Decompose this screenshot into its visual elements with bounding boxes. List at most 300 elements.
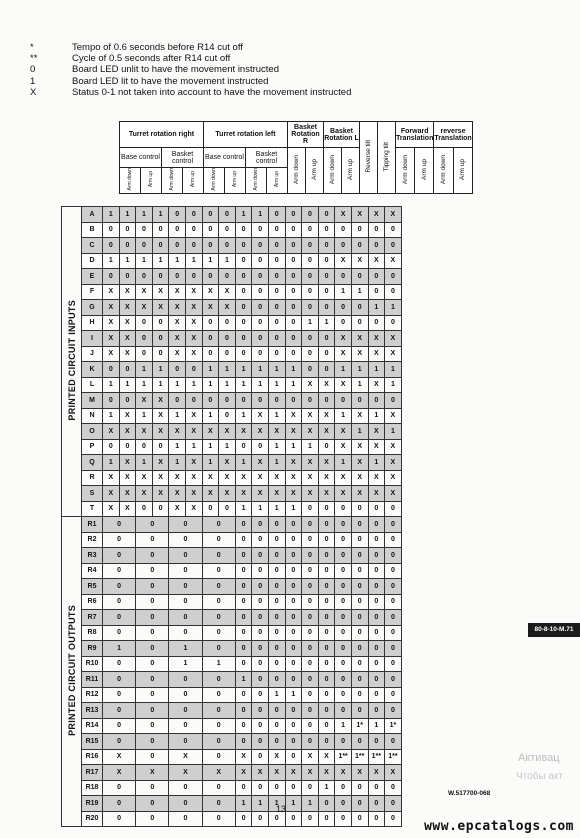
- row-label: R17: [82, 765, 103, 781]
- cell-value: 1: [169, 253, 186, 269]
- cell-value: 0: [268, 579, 285, 595]
- cell-value: 0: [351, 656, 368, 672]
- cell-value: 0: [252, 439, 269, 455]
- cell-value: X: [302, 455, 319, 471]
- cell-value: 0: [318, 625, 335, 641]
- cell-value: X: [252, 455, 269, 471]
- cell-value: X: [119, 486, 136, 502]
- cell-value: X: [252, 424, 269, 440]
- cell-value: 0: [202, 718, 235, 734]
- row-label: C: [82, 238, 103, 254]
- cell-value: 1: [285, 796, 302, 812]
- cell-value: 0: [152, 269, 169, 285]
- row-label: N: [82, 408, 103, 424]
- cell-value: 1: [268, 377, 285, 393]
- cell-value: 0: [152, 501, 169, 517]
- cell-value: X: [103, 315, 120, 331]
- legend-symbol: 1: [30, 75, 36, 87]
- legend-item: [30, 76, 351, 87]
- cell-value: 0: [268, 393, 285, 409]
- cell-value: 0: [103, 222, 120, 238]
- cell-value: 0: [103, 563, 136, 579]
- cell-value: X: [252, 470, 269, 486]
- cell-value: 0: [219, 222, 236, 238]
- cell-value: 0: [202, 532, 235, 548]
- cell-value: 0: [169, 718, 202, 734]
- cell-value: 0: [268, 563, 285, 579]
- cell-value: X: [152, 300, 169, 316]
- cell-value: 0: [235, 563, 252, 579]
- cell-value: 1: [318, 315, 335, 331]
- cell-value: 0: [169, 393, 186, 409]
- cell-value: 1: [252, 796, 269, 812]
- cell-value: 0: [318, 300, 335, 316]
- cell-value: 0: [302, 734, 319, 750]
- cell-value: 1: [368, 300, 385, 316]
- cell-value: 0: [252, 780, 269, 796]
- cell-value: X: [219, 424, 236, 440]
- cell-value: 0: [169, 563, 202, 579]
- header-small-arm-up: Arm up: [225, 168, 246, 194]
- table-row: [62, 300, 402, 316]
- cell-value: 1: [185, 253, 202, 269]
- cell-value: 0: [302, 548, 319, 564]
- cell-value: 0: [169, 548, 202, 564]
- cell-value: X: [119, 501, 136, 517]
- cell-value: X: [368, 346, 385, 362]
- cell-value: X: [368, 470, 385, 486]
- row-label: R5: [82, 579, 103, 595]
- cell-value: 0: [285, 563, 302, 579]
- cell-value: 0: [351, 532, 368, 548]
- cell-value: 1: [103, 455, 120, 471]
- cell-value: 0: [252, 610, 269, 626]
- cell-value: 1: [368, 455, 385, 471]
- cell-value: 0: [202, 687, 235, 703]
- cell-value: 0: [169, 811, 202, 827]
- cell-value: 0: [136, 269, 153, 285]
- cell-value: 0: [136, 672, 169, 688]
- cell-value: 0: [169, 610, 202, 626]
- watermark-line: Чтобы акт: [516, 771, 564, 782]
- cell-value: 0: [202, 703, 235, 719]
- cell-value: 0: [252, 703, 269, 719]
- cell-value: X: [136, 284, 153, 300]
- cell-value: 0: [202, 749, 235, 765]
- cell-value: 0: [119, 269, 136, 285]
- cell-value: 1**: [368, 749, 385, 765]
- cell-value: 0: [351, 610, 368, 626]
- header-arm-up: Arm up: [342, 148, 360, 194]
- cell-value: X: [385, 455, 402, 471]
- cell-value: X: [351, 765, 368, 781]
- header-arm-up: Arm up: [306, 148, 324, 194]
- cell-value: 0: [285, 656, 302, 672]
- header-arm-up: Arm up: [453, 148, 472, 194]
- cell-value: 0: [318, 610, 335, 626]
- cell-value: 0: [103, 656, 136, 672]
- row-label: K: [82, 362, 103, 378]
- row-label: R16: [82, 749, 103, 765]
- table-row: [62, 393, 402, 409]
- row-label: R7: [82, 610, 103, 626]
- legend-item: [30, 42, 351, 53]
- cell-value: 1: [235, 377, 252, 393]
- table-row: [62, 253, 402, 269]
- cell-value: 0: [252, 532, 269, 548]
- cell-value: 0: [285, 284, 302, 300]
- cell-value: 0: [302, 346, 319, 362]
- table-row: [62, 532, 402, 548]
- table-row: [62, 796, 402, 812]
- header-small-arm-down: Arm down: [246, 168, 267, 194]
- cell-value: 0: [318, 501, 335, 517]
- cell-value: 0: [103, 610, 136, 626]
- cell-value: 0: [268, 532, 285, 548]
- cell-value: X: [302, 424, 319, 440]
- cell-value: 1: [202, 362, 219, 378]
- cell-value: 1*: [385, 718, 402, 734]
- table-row: [62, 548, 402, 564]
- header-basket-control: Basket control: [162, 148, 204, 168]
- cell-value: 0: [268, 315, 285, 331]
- header-small-arm-up: Arm up: [183, 168, 204, 194]
- cell-value: 0: [252, 269, 269, 285]
- cell-value: X: [335, 439, 352, 455]
- cell-value: 1: [385, 300, 402, 316]
- row-label: H: [82, 315, 103, 331]
- cell-value: 0: [318, 641, 335, 657]
- cell-value: 0: [351, 641, 368, 657]
- legend-text: Tempo of 0.6 seconds before R14 cut off: [72, 42, 243, 53]
- cell-value: 0: [202, 579, 235, 595]
- cell-value: 0: [103, 796, 136, 812]
- cell-value: 1: [235, 501, 252, 517]
- cell-value: 0: [302, 641, 319, 657]
- cell-value: X: [368, 486, 385, 502]
- cell-value: X: [103, 284, 120, 300]
- cell-value: X: [136, 300, 153, 316]
- cell-value: 0: [252, 563, 269, 579]
- cell-value: X: [219, 486, 236, 502]
- cell-value: 0: [302, 563, 319, 579]
- truth-table: [61, 206, 402, 827]
- cell-value: 0: [235, 610, 252, 626]
- cell-value: 1: [136, 253, 153, 269]
- cell-value: 0: [136, 331, 153, 347]
- cell-value: X: [119, 424, 136, 440]
- row-label: I: [82, 331, 103, 347]
- cell-value: 0: [268, 346, 285, 362]
- cell-value: 0: [169, 207, 186, 223]
- cell-value: 1: [368, 408, 385, 424]
- cell-value: 0: [152, 315, 169, 331]
- cell-value: 0: [318, 269, 335, 285]
- cell-value: 0: [103, 687, 136, 703]
- cell-value: 1: [302, 796, 319, 812]
- legend: [30, 42, 351, 98]
- cell-value: 0: [185, 222, 202, 238]
- cell-value: 0: [252, 749, 269, 765]
- cell-value: 0: [318, 687, 335, 703]
- table-row: [62, 780, 402, 796]
- cell-value: X: [351, 331, 368, 347]
- cell-value: 0: [285, 610, 302, 626]
- row-label: R15: [82, 734, 103, 750]
- table-row: [62, 207, 402, 223]
- row-label: R2: [82, 532, 103, 548]
- cell-value: X: [335, 346, 352, 362]
- cell-value: X: [252, 486, 269, 502]
- cell-value: 1: [202, 656, 235, 672]
- cell-value: 0: [302, 594, 319, 610]
- table-row: [62, 501, 402, 517]
- cell-value: 0: [235, 300, 252, 316]
- cell-value: 0: [268, 734, 285, 750]
- cell-value: 0: [103, 734, 136, 750]
- cell-value: 0: [202, 672, 235, 688]
- table-row: [62, 749, 402, 765]
- cell-value: 0: [335, 501, 352, 517]
- cell-value: 1: [202, 439, 219, 455]
- cell-value: 0: [368, 594, 385, 610]
- cell-value: 1: [285, 501, 302, 517]
- cell-value: 0: [103, 594, 136, 610]
- cell-value: X: [202, 486, 219, 502]
- cell-value: 0: [302, 811, 319, 827]
- table-row: [62, 377, 402, 393]
- cell-value: 0: [169, 238, 186, 254]
- row-label: R19: [82, 796, 103, 812]
- cell-value: 1: [136, 408, 153, 424]
- row-label: E: [82, 269, 103, 285]
- cell-value: X: [169, 486, 186, 502]
- cell-value: 0: [302, 222, 319, 238]
- cell-value: X: [285, 424, 302, 440]
- cell-value: 1: [219, 253, 236, 269]
- cell-value: X: [318, 470, 335, 486]
- cell-value: 1: [152, 253, 169, 269]
- cell-value: 0: [136, 734, 169, 750]
- cell-value: 0: [202, 517, 235, 533]
- cell-value: 0: [252, 672, 269, 688]
- watermark-line: Активац: [518, 752, 560, 764]
- cell-value: 0: [335, 796, 352, 812]
- cell-value: X: [268, 749, 285, 765]
- row-label: R: [82, 470, 103, 486]
- cell-value: 0: [268, 625, 285, 641]
- cell-value: 1: [169, 656, 202, 672]
- cell-value: X: [368, 253, 385, 269]
- cell-value: 0: [268, 780, 285, 796]
- cell-value: 0: [318, 331, 335, 347]
- cell-value: 0: [268, 548, 285, 564]
- cell-value: 1: [302, 315, 319, 331]
- cell-value: 0: [202, 548, 235, 564]
- cell-value: X: [335, 486, 352, 502]
- table-row: [62, 718, 402, 734]
- table-row: [62, 641, 402, 657]
- cell-value: 0: [169, 222, 186, 238]
- cell-value: 0: [202, 346, 219, 362]
- cell-value: 0: [318, 238, 335, 254]
- cell-value: 1: [351, 284, 368, 300]
- page-number: 13: [276, 804, 287, 814]
- cell-value: 0: [268, 718, 285, 734]
- cell-value: 0: [252, 222, 269, 238]
- cell-value: X: [335, 207, 352, 223]
- legend-symbol: *: [30, 42, 34, 53]
- cell-value: X: [169, 300, 186, 316]
- header-turret-left: Turret rotation left: [204, 122, 288, 148]
- cell-value: 1**: [385, 749, 402, 765]
- cell-value: X: [219, 284, 236, 300]
- cell-value: 0: [136, 501, 153, 517]
- cell-value: 0: [285, 548, 302, 564]
- cell-value: 0: [202, 563, 235, 579]
- cell-value: 0: [252, 253, 269, 269]
- cell-value: 0: [268, 656, 285, 672]
- cell-value: 0: [152, 331, 169, 347]
- table-row: [62, 517, 402, 533]
- cell-value: 0: [103, 703, 136, 719]
- cell-value: 0: [152, 222, 169, 238]
- cell-value: 0: [302, 517, 319, 533]
- row-label: F: [82, 284, 103, 300]
- cell-value: 0: [302, 207, 319, 223]
- cell-value: 0: [318, 284, 335, 300]
- table-row: [62, 238, 402, 254]
- cell-value: X: [119, 315, 136, 331]
- cell-value: 0: [318, 672, 335, 688]
- cell-value: X: [103, 749, 136, 765]
- cell-value: 0: [302, 625, 319, 641]
- cell-value: 0: [302, 718, 319, 734]
- cell-value: X: [385, 207, 402, 223]
- cell-value: 1: [103, 408, 120, 424]
- cell-value: X: [335, 470, 352, 486]
- cell-value: X: [103, 424, 120, 440]
- cell-value: X: [368, 765, 385, 781]
- cell-value: 0: [268, 811, 285, 827]
- cell-value: 0: [252, 548, 269, 564]
- cell-value: 0: [318, 718, 335, 734]
- cell-value: 0: [185, 393, 202, 409]
- cell-value: 1: [268, 687, 285, 703]
- cell-value: 0: [268, 703, 285, 719]
- cell-value: 0: [136, 594, 169, 610]
- cell-value: 0: [235, 625, 252, 641]
- cell-value: X: [119, 331, 136, 347]
- cell-value: X: [169, 315, 186, 331]
- cell-value: 0: [302, 501, 319, 517]
- cell-value: X: [103, 346, 120, 362]
- cell-value: 0: [136, 563, 169, 579]
- cell-value: X: [268, 765, 285, 781]
- cell-value: 1: [335, 408, 352, 424]
- row-label: L: [82, 377, 103, 393]
- cell-value: 0: [252, 517, 269, 533]
- cell-value: 0: [368, 656, 385, 672]
- cell-value: 0: [136, 579, 169, 595]
- cell-value: 0: [335, 393, 352, 409]
- cell-value: X: [119, 455, 136, 471]
- cell-value: X: [385, 470, 402, 486]
- cell-value: X: [169, 749, 202, 765]
- cell-value: X: [335, 765, 352, 781]
- cell-value: 0: [335, 238, 352, 254]
- table-row: [62, 346, 402, 362]
- cell-value: 0: [185, 238, 202, 254]
- cell-value: 0: [268, 207, 285, 223]
- cell-value: X: [185, 315, 202, 331]
- row-label: R12: [82, 687, 103, 703]
- cell-value: 0: [318, 703, 335, 719]
- cell-value: X: [185, 486, 202, 502]
- cell-value: 0: [335, 672, 352, 688]
- cell-value: 1: [219, 439, 236, 455]
- cell-value: 0: [202, 501, 219, 517]
- cell-value: 0: [136, 625, 169, 641]
- cell-value: 0: [368, 672, 385, 688]
- cell-value: X: [152, 470, 169, 486]
- cell-value: 0: [202, 315, 219, 331]
- cell-value: 0: [335, 811, 352, 827]
- cell-value: 0: [351, 269, 368, 285]
- cell-value: 0: [335, 610, 352, 626]
- cell-value: 0: [285, 517, 302, 533]
- cell-value: 0: [302, 238, 319, 254]
- cell-value: 0: [202, 780, 235, 796]
- cell-value: X: [185, 424, 202, 440]
- cell-value: 0: [351, 563, 368, 579]
- cell-value: 1: [152, 207, 169, 223]
- cell-value: 0: [185, 269, 202, 285]
- header-reverse-tilt: Reverse tilt: [360, 122, 378, 194]
- cell-value: X: [318, 765, 335, 781]
- cell-value: 0: [351, 625, 368, 641]
- cell-value: 0: [235, 331, 252, 347]
- cell-value: 0: [268, 253, 285, 269]
- cell-value: X: [368, 331, 385, 347]
- legend-symbol: 0: [30, 64, 36, 76]
- cell-value: X: [285, 455, 302, 471]
- cell-value: 0: [302, 269, 319, 285]
- row-label: R4: [82, 563, 103, 579]
- cell-value: 0: [302, 284, 319, 300]
- cell-value: 1: [252, 501, 269, 517]
- cell-value: X: [119, 408, 136, 424]
- cell-value: 0: [285, 641, 302, 657]
- cell-value: 0: [252, 687, 269, 703]
- cell-value: 0: [119, 222, 136, 238]
- cell-value: 0: [235, 594, 252, 610]
- cell-value: 1: [152, 362, 169, 378]
- cell-value: 1: [136, 455, 153, 471]
- header-basket-control: Basket control: [246, 148, 288, 168]
- cell-value: 0: [385, 641, 402, 657]
- cell-value: 0: [103, 269, 120, 285]
- side-tag: 80-8-10-M.71: [528, 623, 580, 637]
- cell-value: X: [136, 393, 153, 409]
- cell-value: 0: [285, 207, 302, 223]
- cell-value: 1: [335, 284, 352, 300]
- cell-value: X: [385, 486, 402, 502]
- table-row: [62, 594, 402, 610]
- cell-value: 0: [335, 594, 352, 610]
- cell-value: 0: [169, 672, 202, 688]
- cell-value: 0: [136, 532, 169, 548]
